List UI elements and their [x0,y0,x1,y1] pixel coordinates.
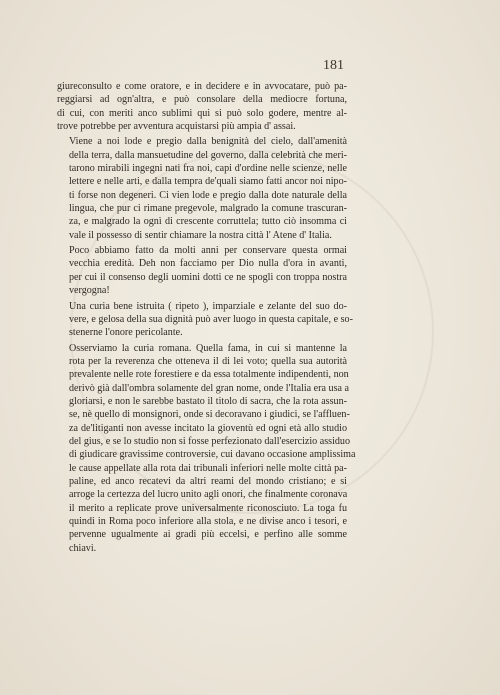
text-line: Poco abbiamo fatto da molti anni per conservare questa ormai [69,245,347,257]
text-line: vecchia eredità. Deh non facciamo per Dio nulla d'ora in avanti, [69,258,347,270]
text-line: le cause appellate alla rota dai tribunali inferiori nelle molte città pa- [69,462,347,474]
page-number: 181 [323,58,344,73]
text-line: stenerne l'onore pericolante. [69,327,183,339]
text-line: del gius, e se lo studio non si fosse perfezionato dall'esercizio assiduo [69,435,351,447]
paragraph [57,80,347,133]
text-line: Viene a noi lode e pregio dalla benignità del cielo, dall'amenità [69,136,347,148]
text-line: Una curia bene istruita ( ripeto ), imparziale e zelante del suo do- [69,300,347,312]
text-line: za, e malgrado la ognì di crescente corruttela; tutto ciò insomma ci [69,216,347,228]
text-line: prevalente nelle rote forestiere e da essa totalmente indipendenti, non [69,369,349,381]
text-line: lingua, che pur ci rimane pregevole, malgrado la comune trascuran- [69,203,347,215]
text-line: arroge la certezza del lucro unito agli onori, che finalmente coronava [69,489,348,501]
text-line: della terra, dalla mansuetudine del governo, dalla celebrità che meri- [69,149,347,161]
text-line: tarono mirabili ingegni nati fra noi, capi d'ordine nelle scienze, nelle [69,163,347,175]
text-line: giureconsulto e come oratore, e in decidere e in avvocatare, può pa- [57,81,347,92]
paragraph [57,300,353,340]
text-line: vergogna! [69,285,110,297]
text-line: chiavi. [69,542,97,554]
text-line: ti forse non degeneri. Ci vien lode e pregio dalla dote naturale della [69,189,347,201]
text-line: lettere e nelle arti, e dalla tempra de'quali siamo fatti ancor noi nipo- [69,176,347,188]
text-line: vale il possesso di sentir chiamare la nostra città l' Atene d' Italia. [69,229,332,241]
text-line: il merito a replicate prove universalmente riconosciuto. La toga fu [69,502,347,514]
text-line: di cui, con meriti anco sublimi qui si può solo godere, mentre al- [57,107,347,119]
text-line: derivò già dall'ombra solamente del gran nome, onde l'Italia era usa a [69,382,349,394]
text-line: Osserviamo la curia romana. Quella fama, in cui si mantenne la [69,342,347,354]
text-line: trove potrebbe per avventura acquistarsi più ampia d' assai. [57,121,296,133]
text-line: di giudicare gravissime controversie, cui davano occasione amplissima [69,449,356,461]
text-line: za de'litiganti non avesse incitato la gioventù ed ogni età allo studio [69,422,347,434]
text-line: rota per la reverenza che otteneva il di lei voto; quella sua autorità [69,355,347,367]
text-line: pervenne ugualmente ai gradi più eccelsi, e perfino alle somme [69,529,347,541]
paragraph [57,342,356,556]
body-text [57,80,356,557]
text-line: paline, ed anco recatevi da altri reami del mondo cristiano; e si [69,475,347,487]
text-line: reggiarsi ad ogn'altra, e può consolare della mediocre fortuna, [57,94,347,106]
text-line: quindi in Roma poco inferiore alla stola, e ne divise anco i tesori, e [69,516,347,527]
paragraph [57,135,347,242]
text-line: per cui il consenso degli uomini dotti ce ne spogli con troppa nostra [69,271,347,283]
text-line: se, nè quello di monsignori, onde si decoravano i giudici, se l'affluen- [69,409,350,421]
text-line: vere, e gelosa della sua dignità può aver luogo in questa capitale, e so- [69,313,353,325]
text-line: gloriarsi, e non le sarebbe bastato il titolo di sacra, che la rota assun- [69,395,347,407]
paragraph [57,244,347,297]
